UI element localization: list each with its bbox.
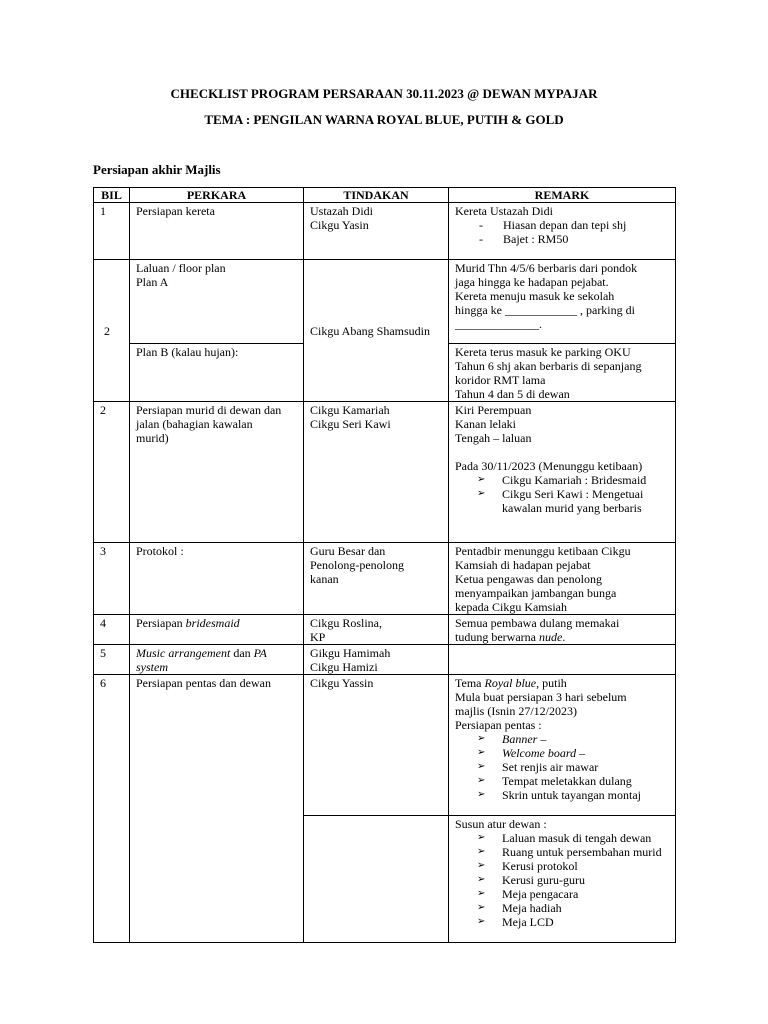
cell-remark: Kereta terus masuk ke parking OKU Tahun 6 shj akan berbaris di sepanjang koridor RMT lama Tahun 4 dan 5 di dewan: [449, 344, 676, 402]
cell-bil: 2: [94, 260, 130, 402]
header-perkara: PERKARA: [130, 188, 304, 203]
cell-perkara: Persiapan kereta: [130, 203, 304, 260]
cell-bil: 5: [94, 645, 130, 675]
cell-remark: Pentadbir menunggu ketibaan Cikgu Kamsiah di hadapan pejabat Ketua pengawas dan penolong menyampaikan jambangan bunga kepada Cikgu Kamsiah: [449, 543, 676, 615]
table-row: [94, 645, 676, 675]
list-item: - Bajet : RM50: [475, 232, 669, 246]
table-row: [94, 675, 676, 816]
list-item: ➢ Set renjis air mawar: [477, 760, 669, 774]
list-item: ➢ Meja pengacara: [477, 887, 669, 901]
cell-perkara: Laluan / floor plan Plan A: [130, 260, 304, 344]
cell-remark: Kiri Perempuan Kanan lelaki Tengah – laluan Pada 30/11/2023 (Menunggu ketibaan) ➢ Cikgu Kamariah : Bridesmaid ➢ Cikgu Seri Kawi : Mengetuai kawalan murid yang berbaris: [449, 402, 676, 543]
table-header-row: [94, 188, 676, 203]
cell-tindakan: Cikgu Yassin: [304, 675, 449, 816]
table-row: [94, 615, 676, 645]
cell-remark: Kereta Ustazah Didi - Hiasan depan dan tepi shj - Bajet : RM50: [449, 203, 676, 260]
remark-list: [455, 831, 669, 929]
cell-perkara: Music arrangement dan PA system: [130, 645, 304, 675]
cell-perkara: Persiapan pentas dan dewan: [130, 675, 304, 943]
list-item: ➢ Tempat meletakkan dulang: [477, 774, 669, 788]
cell-tindakan: Cikgu Abang Shamsudin: [304, 260, 449, 402]
page-title: CHECKLIST PROGRAM PERSARAAN 30.11.2023 @ DEWAN MYPAJAR: [170, 86, 598, 101]
list-item: ➢ Welcome board –: [477, 746, 669, 760]
list-item: ➢ Meja hadiah: [477, 901, 669, 915]
table-row: [94, 543, 676, 615]
list-item: - Hiasan depan dan tepi shj: [475, 218, 669, 232]
header-remark: REMARK: [449, 188, 676, 203]
cell-remark: [449, 645, 676, 675]
cell-perkara: Persiapan murid di dewan dan jalan (bahagian kawalan murid): [130, 402, 304, 543]
list-item: ➢ Kerusi guru-guru: [477, 873, 669, 887]
cell-tindakan: Guru Besar dan Penolong-penolong kanan: [304, 543, 449, 615]
table-row: [94, 260, 676, 344]
page-subtitle: TEMA : PENGILAN WARNA ROYAL BLUE, PUTIH & GOLD: [204, 112, 564, 127]
list-item: ➢ Skrin untuk tayangan montaj: [477, 788, 669, 802]
table-row: [94, 402, 676, 543]
cell-bil: 4: [94, 615, 130, 645]
list-item: ➢ Cikgu Seri Kawi : Mengetuai kawalan murid yang berbaris: [477, 487, 669, 515]
cell-remark: Semua pembawa dulang memakai tudung berwarna nude.: [449, 615, 676, 645]
cell-tindakan: [304, 816, 449, 943]
list-item: ➢ Banner –: [477, 732, 669, 746]
cell-remark: Tema Royal blue, putih Mula buat persiapan 3 hari sebelum majlis (Isnin 27/12/2023) Persiapan pentas : ➢ Banner – ➢ Welcome board – ➢ Set renjis air mawar ➢ Tempat meletakkan dulang ➢ Skrin untuk tayangan montaj: [449, 675, 676, 816]
list-item: ➢ Cikgu Kamariah : Bridesmaid: [477, 473, 669, 487]
list-item: ➢ Laluan masuk di tengah dewan: [477, 831, 669, 845]
cell-tindakan: Cikgu Roslina, KP: [304, 615, 449, 645]
cell-perkara: Persiapan bridesmaid: [130, 615, 304, 645]
remark-list: [455, 218, 669, 246]
cell-remark: Murid Thn 4/5/6 berbaris dari pondok jaga hingga ke hadapan pejabat. Kereta menuju masuk ke sekolah hingga ke ____________ , parking di ______________.: [449, 260, 676, 344]
cell-bil: 2: [94, 402, 130, 543]
cell-bil: 6: [94, 675, 130, 943]
table-row: [94, 203, 676, 260]
header-tindakan: TINDAKAN: [304, 188, 449, 203]
cell-bil: 1: [94, 203, 130, 260]
cell-bil: 3: [94, 543, 130, 615]
cell-perkara: Protokol :: [130, 543, 304, 615]
list-item: ➢ Meja LCD: [477, 915, 669, 929]
header-bil: BIL: [94, 188, 130, 203]
cell-tindakan: Ustazah Didi Cikgu Yasin: [304, 203, 449, 260]
cell-tindakan: Gikgu Hamimah Cikgu Hamizi: [304, 645, 449, 675]
cell-remark: Susun atur dewan : ➢ Laluan masuk di tengah dewan ➢ Ruang untuk persembahan murid ➢ Kerusi protokol ➢ Kerusi guru-guru ➢ Meja pengacara ➢ Meja hadiah ➢ Meja LCD: [449, 816, 676, 943]
remark-list: [455, 473, 669, 515]
remark-list: [455, 732, 669, 802]
section-heading: Persiapan akhir Majlis: [93, 162, 221, 177]
list-item: ➢ Kerusi protokol: [477, 859, 669, 873]
checklist-table: [93, 187, 676, 943]
cell-tindakan: Cikgu Kamariah Cikgu Seri Kawi: [304, 402, 449, 543]
list-item: ➢ Ruang untuk persembahan murid: [477, 845, 669, 859]
cell-perkara: Plan B (kalau hujan):: [130, 344, 304, 402]
